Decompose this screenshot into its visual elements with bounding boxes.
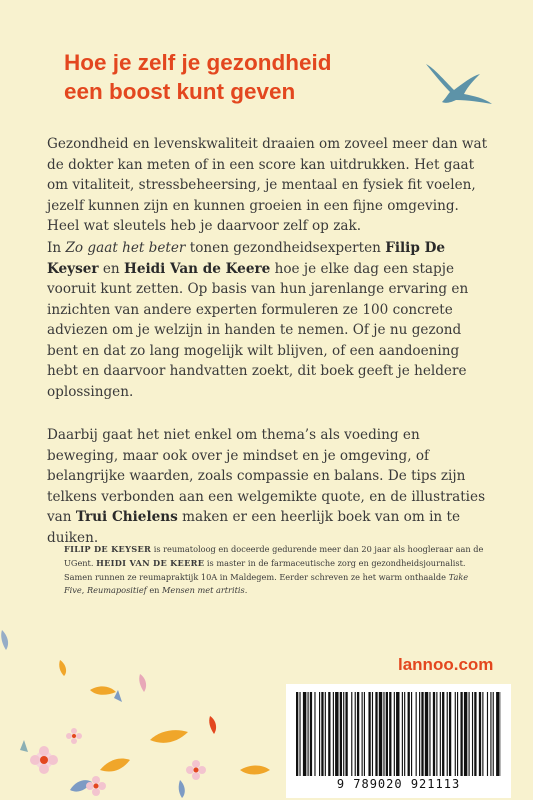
book-title: Zo gaat het beter [65, 240, 186, 256]
barcode-bar [421, 692, 423, 776]
barcode-bar [429, 692, 430, 776]
barcode-bar [308, 692, 309, 776]
barcode-bar [375, 692, 377, 776]
publisher-website: lannoo.com [398, 655, 494, 674]
barcode [296, 692, 501, 776]
barcode-bar [351, 692, 352, 776]
isbn-number: 9 789020 921113 [336, 777, 461, 791]
title-line-2: een boost kunt geven [64, 79, 296, 104]
barcode-bar [335, 692, 338, 776]
bio-text-3: en [146, 585, 163, 596]
barcode-bar [447, 692, 448, 776]
barcode-bar [416, 692, 417, 776]
barcode-bar [496, 692, 499, 776]
barcode-bar [460, 692, 462, 776]
barcode-bar [464, 692, 467, 776]
bird-icon [424, 54, 494, 110]
barcode-bar [328, 692, 330, 776]
barcode-bar [314, 692, 315, 776]
p2-text-3: en [98, 260, 124, 277]
p3-text-1: Daarbij gaat het niet enkel om thema’s als voeding en beweging, maar ook over je mindset en je omgeving, of belangrijke waarden, zoals compassie en balans. De tips zijn telkens verbonden aan een welgemikte quote, en de illustraties van [47, 427, 486, 525]
bio-text-1: is reumatoloog en doceerde gedurende meer dan 20 jaar als hoogleraar aan de UGent. [64, 544, 484, 568]
barcode-bar [357, 692, 359, 776]
barcode-bar [487, 692, 488, 776]
bio-name-2: HEIDI VAN DE KEERE [96, 557, 205, 568]
barcode-bar [408, 692, 410, 776]
barcode-bar [368, 692, 370, 776]
barcode-bar [310, 692, 312, 776]
author-name-2: Heidi Van de Keere [123, 260, 271, 277]
barcode-bar [355, 692, 356, 776]
p2-text-4: hoe je elke dag een stapje vooruit kunt zetten. Op basis van hun jarenlange ervaring en inzichten van andere experten formuleren ze 100 concrete adviezen om je welzijn in handen te nemen. Of je nu gezond bent en dat zo lang mogelijk wilt blijven, of een aandoening hebt en daarvoor handvatten zoekt, dit boek geeft je heldere oplossingen. [47, 260, 469, 400]
barcode-bar [321, 692, 323, 776]
bio-text-4: . [244, 585, 248, 596]
barcode-bar [442, 692, 444, 776]
barcode-bar [482, 692, 483, 776]
barcode-bar [389, 692, 391, 776]
barcode-bar [455, 692, 456, 776]
barcode-bar [340, 692, 342, 776]
barcode-bar [345, 692, 347, 776]
barcode-bar [479, 692, 481, 776]
barcode-bar [319, 692, 320, 776]
barcode-bar [404, 692, 405, 776]
p2-text-2: tonen gezondheidsexperten [185, 240, 386, 256]
previous-book-1: Take Five [64, 571, 469, 596]
barcode-area [286, 684, 511, 798]
barcode-bar [333, 692, 334, 776]
barcode-bar [449, 692, 451, 776]
barcode-bar [386, 692, 388, 776]
barcode-bar [343, 692, 344, 776]
barcode-bar [296, 692, 298, 776]
barcode-bar [490, 692, 491, 776]
p2-text-1: In [47, 240, 66, 256]
barcode-bar [396, 692, 399, 776]
barcode-bar [303, 692, 306, 776]
back-cover-title [64, 48, 424, 106]
barcode-bar [402, 692, 403, 776]
barcode-bar [362, 692, 363, 776]
barcode-bar [419, 692, 420, 776]
previous-book-3: Mensen met artritis [162, 585, 245, 596]
barcode-bar [469, 692, 470, 776]
title-line-1: Hoe je zelf je gezondheid [64, 50, 332, 75]
barcode-bar [383, 692, 384, 776]
illustrator-name: Trui Chielens [75, 509, 178, 525]
barcode-bar [425, 692, 428, 776]
barcode-bar [325, 692, 326, 776]
flowers-illustration [0, 620, 290, 800]
barcode-bar [364, 692, 365, 776]
barcode-bar [474, 692, 476, 776]
barcode-bar [472, 692, 473, 776]
bio-text-2: is master in de farmaceutische zorg en gezondheidsjournalist. Samen runnen ze reumapraktijk 10A in Maldegem. Eerder schreven ze het warm onthaalde [64, 557, 466, 582]
p3-text-2: maken er een heerlijk boek van om in te duiken. [47, 509, 461, 546]
barcode-bar [411, 692, 412, 776]
barcode-bar [379, 692, 382, 776]
intro-paragraph: Gezondheid en levenskwaliteit draaien om zoveel meer dan wat de dokter kan meten of in een score kan uitdrukken. Het gaat om vitaliteit, stressbeheersing, je mentaal en fysiek fit voelen, jezelf kunnen zijn en kunnen groeien in een fijne omgeving. Heel wat sleutels heb je daarvoor zelf op zak. [47, 136, 488, 234]
barcode-bar [433, 692, 435, 776]
book-description-paragraph [47, 238, 492, 402]
barcode-bar [436, 692, 437, 776]
author-name-1: Filip De Keyser [47, 240, 446, 277]
barcode-bar [394, 692, 395, 776]
bio-name-1: FILIP DE KEYSER [64, 544, 152, 554]
author-bio [64, 543, 484, 598]
themes-paragraph [47, 425, 492, 548]
barcode-bar [457, 692, 458, 776]
barcode-bar [493, 692, 494, 776]
previous-book-2: Reumapositief [87, 585, 147, 596]
bio-sep: , [81, 585, 87, 596]
barcode-bar [299, 692, 300, 776]
barcode-bar [372, 692, 373, 776]
barcode-bar [440, 692, 441, 776]
